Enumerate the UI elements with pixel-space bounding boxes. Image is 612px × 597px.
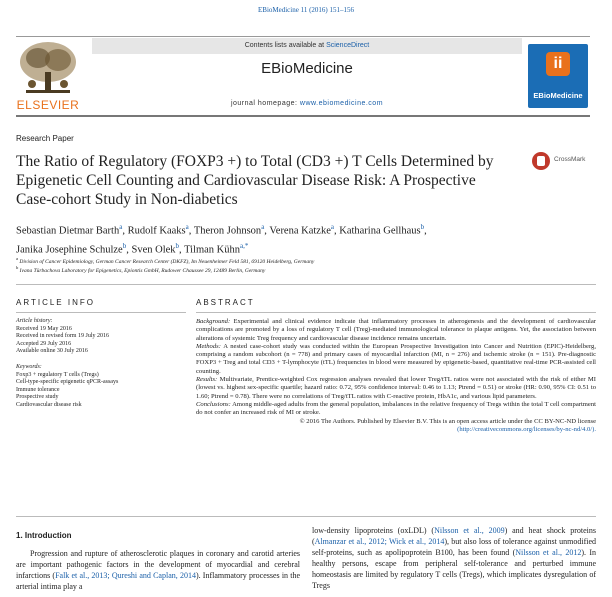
affiliation: [16, 256, 606, 265]
conclusions-text: Among middle-aged adults from the general population, imbalances in the relative frequency of Tregs within the total T cell compartment do not confer an increased risk of MI or stroke.: [196, 400, 596, 417]
crossmark-icon: [532, 152, 550, 170]
author-name[interactable]: Verena Katzke: [269, 225, 331, 237]
author-affil-mark[interactable]: b: [420, 223, 425, 231]
contents-band: [92, 38, 522, 54]
body-text: low-density lipoproteins (oxLDL) (: [312, 526, 435, 535]
elsevier-wordmark: ELSEVIER: [16, 98, 80, 112]
background-text: Experimental and clinical evidence indicate that inflammatory processes in atherogenesis and the development of cardiovascular complications are promoted by a loss of regulatory T cell (Treg)-mediated immunological tolerance to plaque antigens. Yet, the association between alterations of systemic Treg frequency and cardiovascular disease incidence remains uncertain.: [196, 318, 596, 342]
author-affil-mark[interactable]: a: [261, 223, 265, 231]
keywords-label: Keywords:: [16, 363, 42, 370]
abstract-background: [196, 318, 596, 343]
journal-homepage: [92, 100, 522, 107]
history-label: Article history:: [16, 318, 53, 324]
body-text: ), but also loss of tolerance against unmodified self-proteins, such as apolipoprotein B100, has been found (: [312, 537, 597, 557]
background-label: Background:: [196, 318, 231, 325]
author-affil-mark[interactable]: b: [122, 241, 127, 250]
journal-reference[interactable]: EBioMedicine 11 (2016) 151–156: [258, 6, 354, 14]
abstract-heading: ABSTRACT: [196, 298, 255, 307]
contents-prefix: Contents lists available at: [244, 42, 327, 49]
elsevier-tree-logo[interactable]: [12, 38, 84, 98]
body-text: Progression and rupture of atherosclerotic plaques in coronary and carotid arteries are important pathogenic factors in the development of myocardial and cerebral infarctions (: [16, 549, 300, 580]
cover-journal-name: EBioMedicine: [533, 91, 583, 100]
abstract-conclusions: [196, 401, 596, 418]
history-item: Received in revised form 19 July 2016: [16, 333, 109, 340]
conclusions-label: Conclusions:: [196, 400, 231, 408]
article-type: Research Paper: [16, 134, 74, 143]
homepage-prefix: journal homepage:: [230, 100, 300, 107]
keyword: Cell-type-specific epigenetic qPCR-assays: [16, 379, 119, 386]
intro-paragraph-right: [312, 525, 596, 591]
body-text: ). Inflammatory processes in the arterial intima play a: [16, 571, 301, 591]
license-link[interactable]: (http://creativecommons.org/licenses/by-nc-nd/4.0/).: [457, 425, 596, 433]
copyright-notice: © 2016 The Authors. Published by Elsevier B.V. This is an open access article under the CC BY-NC-ND license: [299, 417, 596, 425]
history-item: Available online 30 July 2016: [16, 348, 88, 355]
affiliation-text: Division of Cancer Epidemiology, German Cancer Research Center (DKFZ), Im Neuenheimer Feld 581, 69120 Heidelberg, Germany: [19, 258, 315, 265]
crossmark-badge[interactable]: [530, 150, 596, 180]
body-text: ) and heat shock proteins (: [312, 526, 596, 546]
author-name[interactable]: Sven Olek: [131, 244, 176, 255]
abstract-results: [196, 376, 596, 401]
history-item: Received 19 May 2016: [16, 325, 72, 332]
citation-link[interactable]: Falk et al., 2013; Qureshi and Caplan, 2014: [55, 571, 196, 580]
author-name[interactable]: Janika Josephine Schulze: [16, 244, 123, 255]
affiliation: [16, 265, 606, 274]
citation-link[interactable]: Nilsson et al., 2009: [434, 526, 505, 535]
citation-link[interactable]: Nilsson et al., 2012: [515, 548, 582, 557]
author-name[interactable]: Katharina Gellhaus: [339, 225, 421, 237]
journal-cover[interactable]: [528, 44, 588, 108]
author-name[interactable]: Rudolf Kaaks: [127, 225, 186, 237]
abstract-body: [196, 318, 596, 434]
divider: [196, 312, 596, 313]
ebio-mark-icon: ii: [546, 52, 570, 76]
methods-text: A nested case-cohort study was conducted within the European Prospective Investigation into Cancer and Nutrition (EPIC)-Heidelberg, comprising a random subcohort (n = 778) and primary cases of myocardial infarction (MI, n = 276) and ischemic stroke (n = 151). Pre-diagnostic FOXP3 + Treg and total CD3 + T-lymphocyte (tTL) frequencies in blood were measured by epigenetic-based, quantitative real-time PCR-assisted cell counting.: [196, 342, 596, 375]
keyword: Immune tolerance: [16, 386, 60, 393]
section-heading: 1. Introduction: [16, 531, 72, 540]
author-name[interactable]: Tilman Kühn: [184, 244, 241, 255]
results-label: Results:: [196, 376, 218, 384]
article-info-heading: ARTICLE INFO: [16, 298, 95, 307]
author-name[interactable]: Sebastian Dietmar Barth: [16, 225, 120, 237]
body-text: ). In healthy persons, escape from peripheral self-tolerance and perturbed immune homeostasis are limited by regulatory T cells (Tregs), which implicates dysregulation of Tregs: [312, 548, 596, 590]
author-affil-mark[interactable]: a: [119, 223, 123, 231]
abstract-methods: [196, 343, 596, 376]
article-info: [16, 318, 186, 410]
divider: [16, 312, 186, 313]
affiliation-mark: b: [16, 265, 19, 270]
author-affil-mark[interactable]: a,*: [240, 241, 249, 250]
citation-link[interactable]: Almanzar et al., 2012; Wick et al., 2014: [314, 537, 445, 546]
journal-title: EBioMedicine: [261, 60, 353, 77]
author-name[interactable]: Theron Johnson: [193, 225, 262, 237]
keyword: Cardiovascular disease risk: [16, 401, 82, 408]
keyword: Foxp3 + regulatory T cells (Tregs): [16, 371, 99, 378]
author-affil-mark[interactable]: a: [185, 223, 189, 231]
intro-paragraph-left: [16, 548, 300, 592]
author-affil-mark[interactable]: b: [175, 241, 180, 250]
sciencedirect-link[interactable]: ScienceDirect: [326, 42, 370, 49]
article-title: The Ratio of Regulatory (FOXP3 +) to Total (CD3 +) T Cells Determined by Epigenetic Cell Counting and Cardiovascular Disease Risk: A Prospective Case-cohort Study in Non-diabetics: [16, 153, 494, 208]
affiliation-mark: a: [16, 256, 19, 261]
author-list: Sebastian Dietmar Barth$^a$, Rudolf Kaaks$^a$, Theron Johnson$^a$, Verena Katzke$^a$, Katharina Gellhaus$^b$, Janika Josephine Schulze$^b$, Sven Olek$^b$, Tilman Kühn$^{a,*}$: [16, 223, 427, 255]
divider: [16, 516, 596, 517]
results-text: Multivariate, Prentice-weighted Cox regression analyses revealed that lower Treg/tTL ratios were not associated with the risk of either MI (lowest vs. highest sex-specific quartile; hazard ratio: 0.72, 95% confidence interval: 0.46 to 1.13; Ptrend = 0.51) or stroke (HR: 0.90, 95% CI: 0.51 to 1.60; Ptrend = 0.78). There were no correlations of Treg/tTL ratios with C-reactive protein, HbA1c, and various lipid parameters.: [196, 376, 596, 400]
methods-label: Methods:: [196, 342, 221, 350]
homepage-link[interactable]: www.ebiomedicine.com: [299, 100, 384, 107]
history-item: Accepted 29 July 2016: [16, 340, 72, 347]
keyword: Prospective study: [16, 394, 59, 401]
affiliation-text: Ivana Türbachova Laboratory for Epigenetics, Epiontis GmbH, Rudower Chaussee 29, 12489 Berlin, Germany: [19, 267, 266, 274]
divider: [16, 284, 596, 285]
author-affil-mark[interactable]: a: [330, 223, 334, 231]
crossmark-label: CrossMark: [554, 156, 586, 163]
